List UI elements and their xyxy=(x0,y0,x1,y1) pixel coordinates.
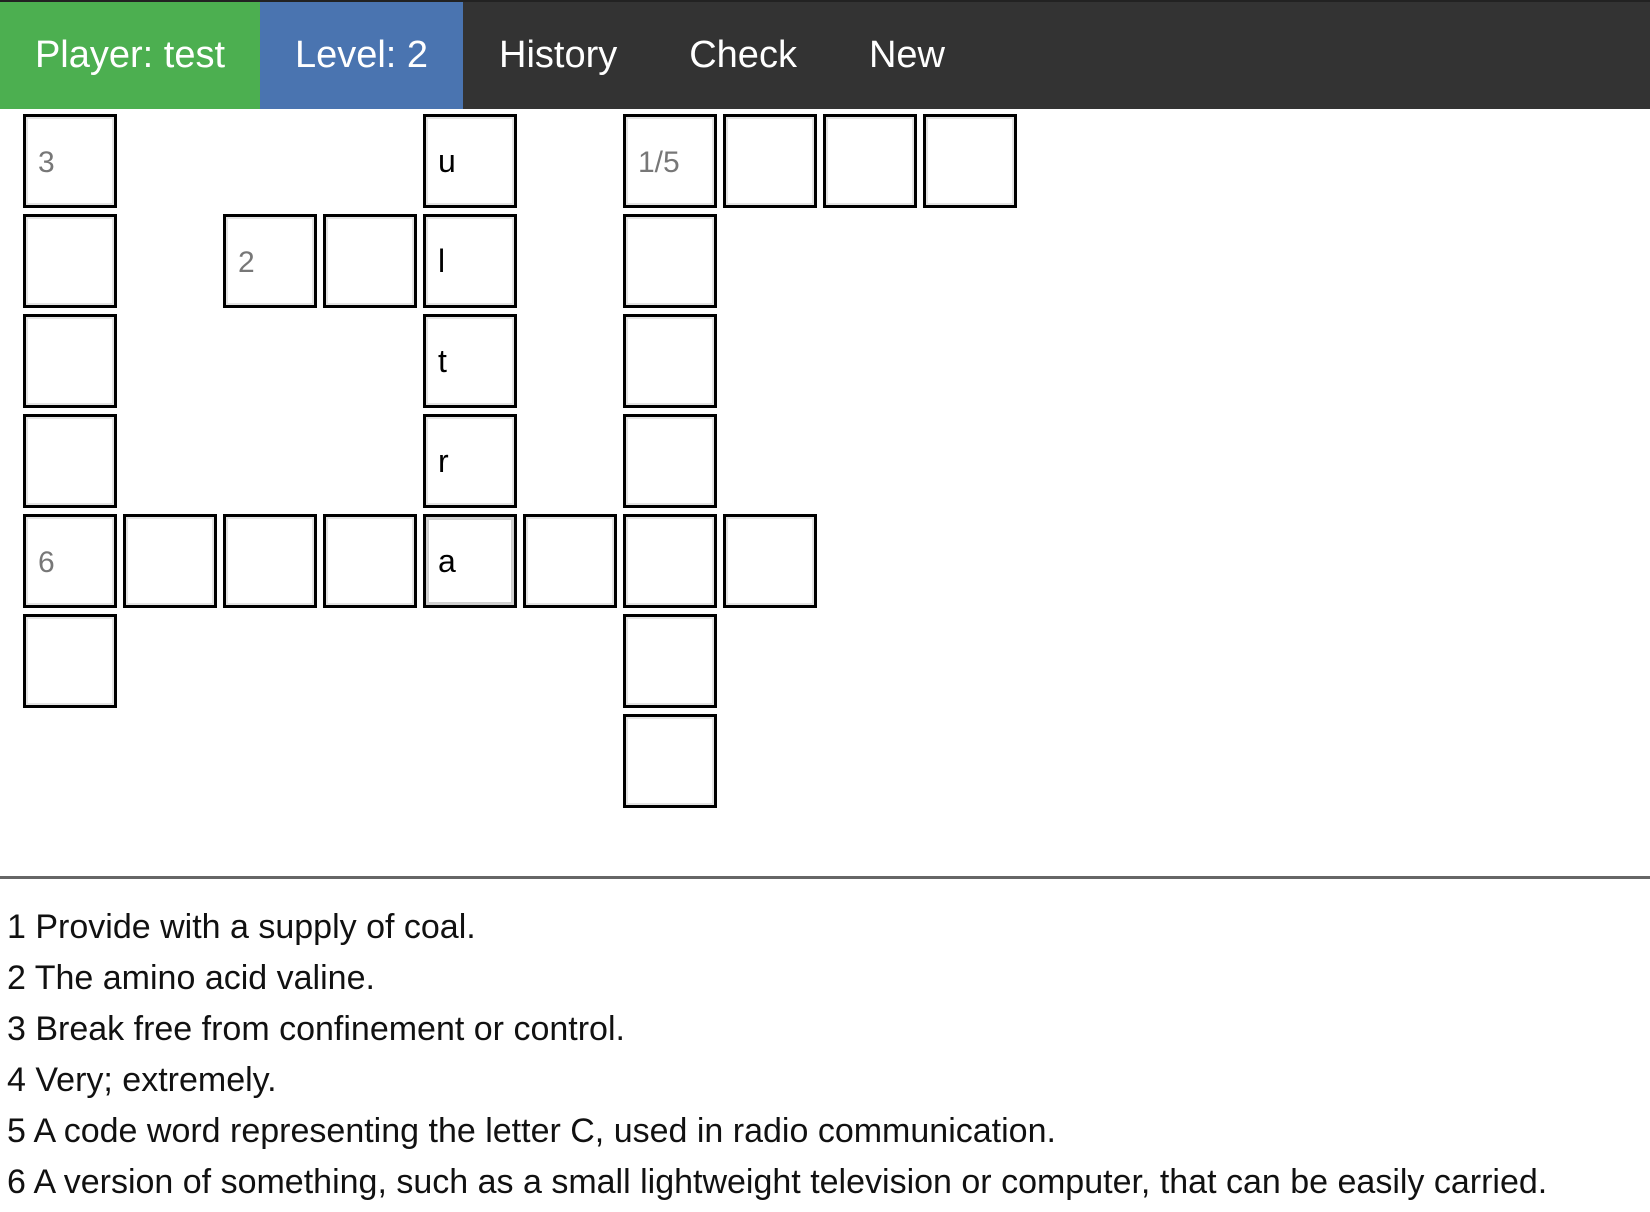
crossword-grid xyxy=(0,109,1650,875)
cell-input[interactable] xyxy=(426,417,514,505)
crossword-cell[interactable] xyxy=(23,514,117,608)
level-badge: Level: 2 xyxy=(260,2,463,109)
crossword-cell[interactable] xyxy=(23,414,117,508)
clue-5: 5 A code word representing the letter C, used in radio communication. xyxy=(7,1112,1056,1150)
crossword-cell[interactable] xyxy=(423,114,517,208)
cell-input[interactable] xyxy=(426,517,514,605)
clue-4: 4 Very; extremely. xyxy=(7,1061,277,1099)
cell-input[interactable] xyxy=(26,517,114,605)
crossword-cell[interactable] xyxy=(823,114,917,208)
crossword-cell[interactable] xyxy=(623,114,717,208)
cell-input[interactable] xyxy=(226,517,314,605)
cell-input[interactable] xyxy=(626,417,714,505)
cell-input[interactable] xyxy=(26,117,114,205)
divider xyxy=(0,876,1650,879)
crossword-cell[interactable] xyxy=(623,314,717,408)
history-link[interactable]: History xyxy=(499,34,618,76)
cell-input[interactable] xyxy=(626,617,714,705)
cell-input[interactable] xyxy=(426,117,514,205)
cell-input[interactable] xyxy=(26,417,114,505)
cell-input[interactable] xyxy=(26,217,114,305)
cell-input[interactable] xyxy=(726,117,814,205)
cell-input[interactable] xyxy=(626,117,714,205)
cell-input[interactable] xyxy=(226,217,314,305)
crossword-cell[interactable] xyxy=(523,514,617,608)
crossword-cell[interactable] xyxy=(423,314,517,408)
crossword-cell[interactable] xyxy=(623,614,717,708)
clue-list xyxy=(7,902,1547,1208)
clue-2: 2 The amino acid valine. xyxy=(7,959,375,997)
cell-input[interactable] xyxy=(626,217,714,305)
cell-input[interactable] xyxy=(526,517,614,605)
clue-6: 6 A version of something, such as a small lightweight television or computer, that can be easily carried. xyxy=(7,1163,1548,1201)
crossword-cell[interactable] xyxy=(23,214,117,308)
top-navbar xyxy=(0,0,1650,109)
cell-input[interactable] xyxy=(26,317,114,405)
crossword-cell[interactable] xyxy=(623,214,717,308)
crossword-cell[interactable] xyxy=(423,414,517,508)
clue-3: 3 Break free from confinement or control. xyxy=(7,1010,625,1048)
crossword-cell[interactable] xyxy=(323,214,417,308)
crossword-cell[interactable] xyxy=(223,214,317,308)
crossword-cell[interactable] xyxy=(23,114,117,208)
player-badge: Player: test xyxy=(0,2,260,109)
crossword-cell[interactable] xyxy=(223,514,317,608)
crossword-cell[interactable] xyxy=(123,514,217,608)
cell-input[interactable] xyxy=(626,317,714,405)
crossword-cell[interactable] xyxy=(23,314,117,408)
crossword-cell[interactable] xyxy=(323,514,417,608)
cell-input[interactable] xyxy=(326,517,414,605)
cell-input[interactable] xyxy=(626,717,714,805)
clue-1: 1 Provide with a supply of coal. xyxy=(7,908,476,946)
cell-input[interactable] xyxy=(126,517,214,605)
crossword-cell[interactable] xyxy=(623,414,717,508)
crossword-cell[interactable] xyxy=(23,614,117,708)
crossword-cell[interactable] xyxy=(423,214,517,308)
cell-input[interactable] xyxy=(426,217,514,305)
cell-input[interactable] xyxy=(826,117,914,205)
cell-input[interactable] xyxy=(426,317,514,405)
cell-input[interactable] xyxy=(926,117,1014,205)
cell-input[interactable] xyxy=(26,617,114,705)
crossword-cell[interactable] xyxy=(723,114,817,208)
new-link[interactable]: New xyxy=(868,34,945,76)
crossword-cell[interactable] xyxy=(723,514,817,608)
check-link[interactable]: Check xyxy=(689,34,797,76)
crossword-cell[interactable] xyxy=(623,514,717,608)
cell-input[interactable] xyxy=(326,217,414,305)
crossword-cell[interactable] xyxy=(623,714,717,808)
crossword-cell[interactable] xyxy=(423,514,517,608)
crossword-cell[interactable] xyxy=(923,114,1017,208)
cell-input[interactable] xyxy=(726,517,814,605)
cell-input[interactable] xyxy=(626,517,714,605)
